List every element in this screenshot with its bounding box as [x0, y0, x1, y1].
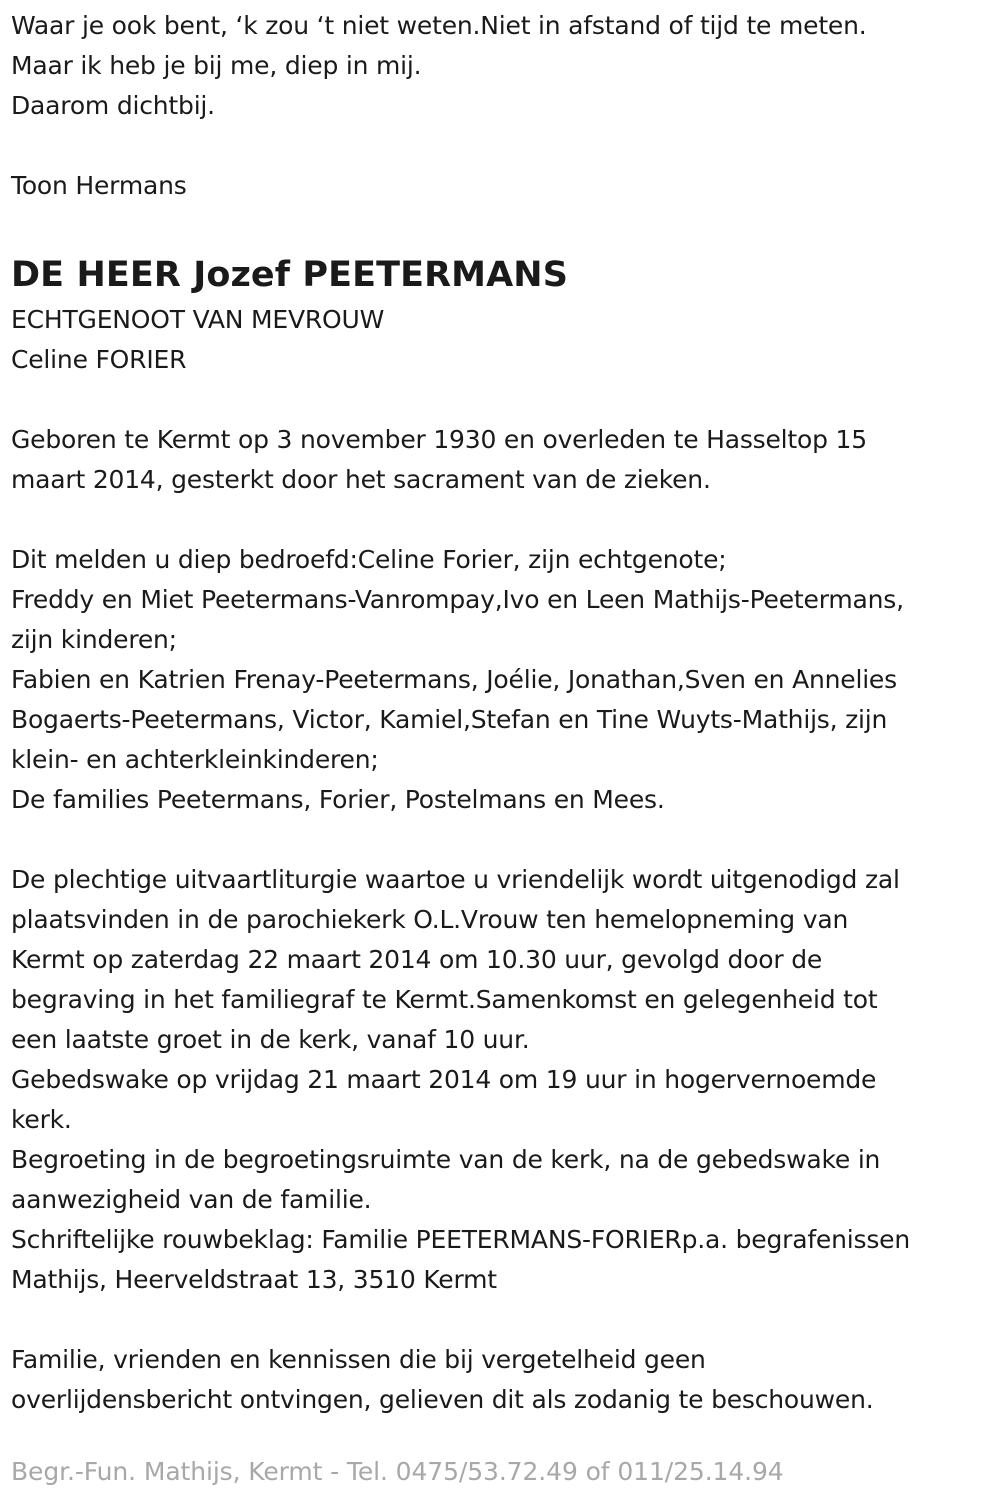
- spacer: [11, 1300, 991, 1340]
- paragraph-line: Familie, vrienden en kennissen die bij vergetelheid geen: [11, 1345, 706, 1374]
- paragraph-line: maart 2014, gesterkt door het sacrament van de zieken.: [11, 465, 711, 494]
- paragraph-line: klein- en achterkleinkinderen;: [11, 745, 379, 774]
- spacer: [11, 380, 991, 420]
- paragraph-line: begraving in het familiegraf te Kermt.Samenkomst en gelegenheid tot: [11, 985, 878, 1014]
- spacer: [11, 500, 991, 540]
- paragraph-line: Geboren te Kermt op 3 november 1930 en overleden te Hasseltop 15: [11, 425, 867, 454]
- paragraph-line: kerk.: [11, 1105, 72, 1134]
- paragraph-line: overlijdensbericht ontvingen, gelieven dit als zodanig te beschouwen.: [11, 1385, 874, 1414]
- obituary-notice: [11, 6, 991, 1420]
- paragraph-line: plaatsvinden in de parochiekerk O.L.Vrouw ten hemelopneming van: [11, 905, 849, 934]
- paragraph-line: Freddy en Miet Peetermans-Vanrompay,Ivo en Leen Mathijs-Peetermans,: [11, 585, 904, 614]
- paragraph-line: een laatste groet in de kerk, vanaf 10 uur.: [11, 1025, 530, 1054]
- spacer: [11, 820, 991, 860]
- deceased-section: [11, 250, 991, 380]
- spouse-name: Celine FORIER: [11, 345, 187, 374]
- birth-death-section: [11, 420, 991, 500]
- poem-section: [11, 6, 991, 206]
- funeral-section: [11, 860, 991, 1300]
- funeral-home-footer: Begr.-Fun. Mathijs, Kermt - Tel. 0475/53.72.49 of 011/25.14.94: [11, 1457, 784, 1486]
- paragraph-line: Bogaerts-Peetermans, Victor, Kamiel,Stefan en Tine Wuyts-Mathijs, zijn: [11, 705, 888, 734]
- closing-section: [11, 1340, 991, 1420]
- paragraph-line: zijn kinderen;: [11, 625, 177, 654]
- paragraph-line: De plechtige uitvaartliturgie waartoe u vriendelijk wordt uitgenodigd zal: [11, 865, 900, 894]
- poem-author: Toon Hermans: [11, 171, 187, 200]
- paragraph-line: De families Peetermans, Forier, Postelmans en Mees.: [11, 785, 665, 814]
- paragraph-line: Dit melden u diep bedroefd:Celine Forier, zijn echtgenote;: [11, 545, 727, 574]
- paragraph-line: Schriftelijke rouwbeklag: Familie PEETERMANS-FORIERp.a. begrafenissen: [11, 1225, 910, 1254]
- announcement-section: [11, 540, 991, 820]
- paragraph-line: Fabien en Katrien Frenay-Peetermans, Joélie, Jonathan,Sven en Annelies: [11, 665, 897, 694]
- paragraph-line: Kermt op zaterdag 22 maart 2014 om 10.30 uur, gevolgd door de: [11, 945, 823, 974]
- poem-line: Waar je ook bent, ‘k zou ‘t niet weten.Niet in afstand of tijd te meten.: [11, 11, 867, 40]
- paragraph-line: Mathijs, Heerveldstraat 13, 3510 Kermt: [11, 1265, 497, 1294]
- poem-line: Maar ik heb je bij me, diep in mij.: [11, 51, 422, 80]
- poem-line: Daarom dichtbij.: [11, 91, 215, 120]
- paragraph-line: aanwezigheid van de familie.: [11, 1185, 372, 1214]
- paragraph-line: Begroeting in de begroetingsruimte van de kerk, na de gebedswake in: [11, 1145, 881, 1174]
- paragraph-line: Gebedswake op vrijdag 21 maart 2014 om 19 uur in hogervernoemde: [11, 1065, 877, 1094]
- spacer: [11, 126, 991, 166]
- deceased-name: DE HEER Jozef PEETERMANS: [11, 255, 568, 295]
- spacer: [11, 206, 991, 250]
- relation-label: ECHTGENOOT VAN MEVROUW: [11, 305, 385, 334]
